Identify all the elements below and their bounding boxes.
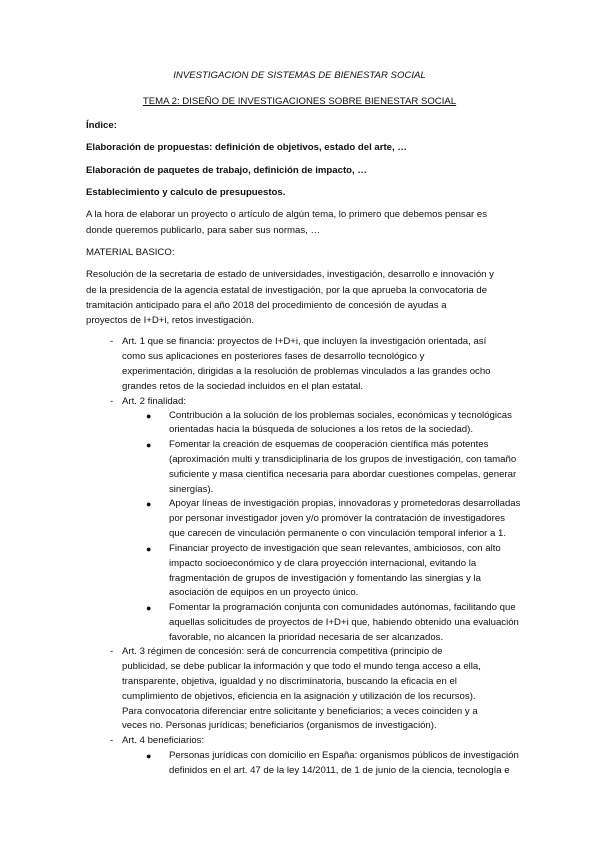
art2-bullet5-line: favorable, no alcancen la prioridad necesaria de ser alcanzados. [169, 632, 444, 643]
art4-heading: Art. 4 beneficiarios: [122, 735, 205, 746]
material-heading: MATERIAL BASICO: [86, 247, 175, 258]
art3-line: veces no. Personas jurídicas; beneficiarios (organismos de investigación). [122, 720, 437, 731]
bullet-icon: ● [146, 544, 152, 554]
resolution-line: proyectos de I+D+i, retos investigación. [86, 315, 254, 326]
document-subtitle: TEMA 2: DISEÑO DE INVESTIGACIONES SOBRE BIENESTAR SOCIAL [142, 96, 457, 107]
bullet-icon: ● [146, 751, 152, 761]
bullet-icon: ● [146, 440, 152, 450]
index-item: Elaboración de paquetes de trabajo, definición de impacto, … [86, 165, 367, 176]
art3-line: cumplimiento de objetivos, eficiencia en la asignación y utilización de los recursos). [122, 691, 476, 702]
art3-line: Para convocatoria diferenciar entre solicitante y beneficiarios; a veces coinciden y a [122, 706, 478, 717]
art2-bullet3-line: Apoyar líneas de investigación propias, innovadoras y prometedoras desarrolladas [169, 498, 521, 509]
dash-marker: - [110, 396, 114, 407]
art1-line: grandes retos de la sociedad incluidos en el plan estatal. [122, 381, 364, 392]
art2-bullet2-line: Fomentar la creación de esquemas de cooperación científica más potentes [169, 439, 489, 450]
resolution-line: de la presidencia de la agencia estatal de investigación, por la que aprueba la convocatoria de [86, 285, 488, 296]
art4-bullet1-line: Personas jurídicas con domicilio en España: organismos públicos de investigación [169, 750, 519, 761]
index-heading: Índice: [86, 120, 117, 131]
art2-bullet3-line: por personar investigador joven y/o promover la contratación de investigadores [169, 513, 505, 524]
intro-line: donde queremos publicarlo, para saber sus normas, … [86, 225, 321, 236]
art1-line: como sus aplicaciones en posteriores fases de desarrollo tecnológico y [122, 351, 425, 362]
art3-line: transparente, objetiva, igualdad y no discriminatoria, buscando la eficacia en el [122, 676, 457, 687]
index-item: Elaboración de propuestas: definición de objetivos, estado del arte, … [86, 142, 407, 153]
art2-bullet4-line: Financiar proyecto de investigación que sean relevantes, ambiciosos, con alto [169, 543, 501, 554]
dash-marker: - [110, 735, 114, 746]
art2-heading: Art. 2 finalidad: [122, 396, 186, 407]
art2-bullet4-line: impacto socioeconómico y de clara proyección internacional, evitando la [169, 558, 477, 569]
art2-bullet2-line: (aproximación multi y transdiciplinaria de los grupos de investigación, con tamaño [169, 454, 517, 465]
art1-line: experimentación, dirigidas a la resolución de problemas vinculados a las grandes ocho [122, 366, 491, 377]
bullet-icon: ● [146, 603, 152, 613]
art2-bullet1-line: orientadas hacia la búsqueda de soluciones a los retos de la sociedad). [169, 424, 474, 435]
art2-bullet4-line: fragmentación de grupos de investigación y fomentando las sinergias y la [169, 573, 481, 584]
resolution-line: tramitación anticipado para el año 2018 del procedimiento de concesión de ayudas a [86, 300, 447, 311]
dash-marker: - [110, 646, 114, 657]
bullet-icon: ● [146, 499, 152, 509]
art2-bullet5-line: Fomentar la programación conjunta con comunidades autónomas, facilitando que [169, 602, 516, 613]
art3-line: Art. 3 régimen de concesión: será de concurrencia competitiva (principio de [122, 646, 443, 657]
art2-bullet1-line: Contribución a la solución de los problemas sociales, económicas y tecnológicas [169, 410, 512, 421]
document-title: INVESTIGACION DE SISTEMAS DE BIENESTAR SOCIAL [173, 70, 426, 81]
art2-bullet2-line: suficiente y masa científica necesaria para abordar cuestiones compelas, generar [169, 469, 517, 480]
art3-line: publicidad, se debe publicar la información y que todo el mundo tenga acceso a ella, [122, 661, 481, 672]
intro-line: A la hora de elaborar un proyecto o artículo de algún tema, lo primero que debemos pensar es [86, 209, 488, 220]
art2-bullet5-line: aquellas solicitudes de proyectos de I+D+i que, habiendo obtenido una evaluación [169, 617, 519, 628]
art1-line: Art. 1 que se financia: proyectos de I+D+i, que incluyen la investigación orientada, así [122, 336, 487, 347]
bullet-icon: ● [146, 411, 152, 421]
art2-bullet2-line: sinergias). [169, 484, 214, 495]
art2-bullet3-line: que carecen de vinculación permanente o con vinculación temporal inferior a 1. [169, 528, 507, 539]
resolution-line: Resolución de la secretaria de estado de universidades, investigación, desarrollo e innovación y [86, 269, 494, 280]
dash-marker: - [110, 336, 114, 347]
art4-bullet1-line: definidos en el art. 47 de la ley 14/2011, de 1 de junio de la ciencia, tecnología e [169, 765, 510, 776]
art2-bullet4-line: asociación de equipos en un proyecto único. [169, 587, 359, 598]
index-item: Establecimiento y calculo de presupuestos. [86, 187, 286, 198]
